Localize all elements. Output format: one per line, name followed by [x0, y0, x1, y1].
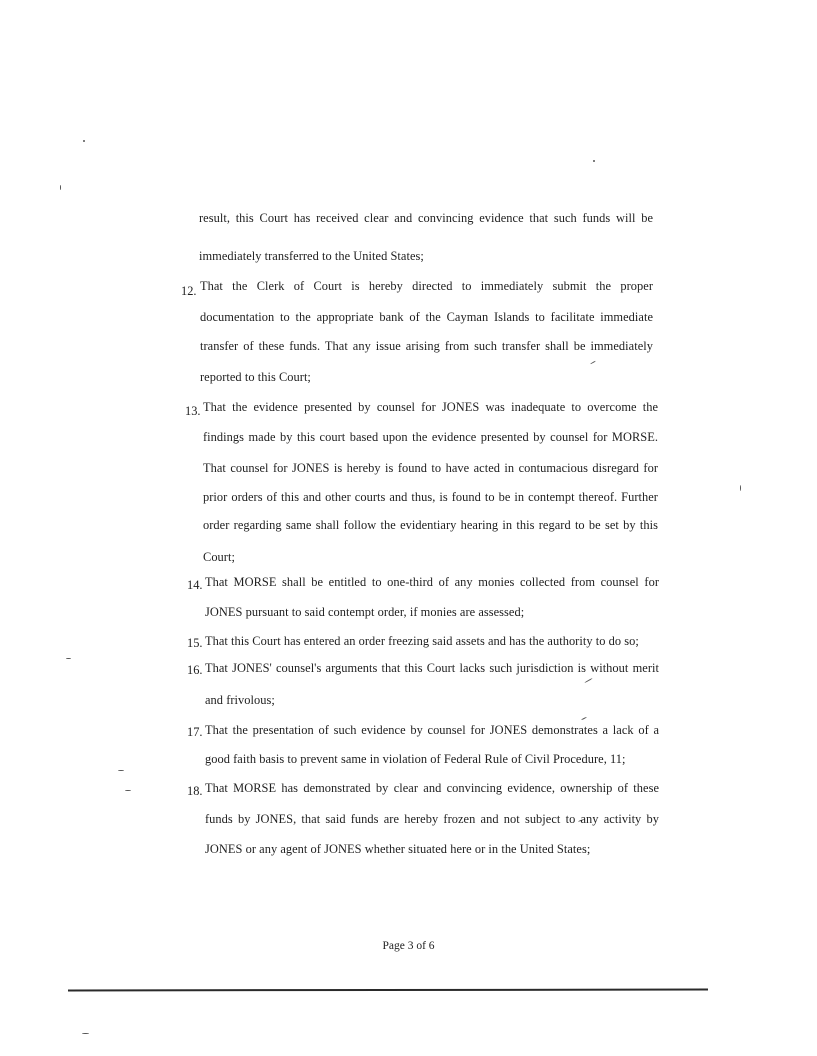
item-line: prior orders of this and other courts and thus, is found to be in contempt thereof. Further	[203, 490, 658, 504]
item-line: That this Court has entered an order freezing said assets and has the authority to do so;	[205, 634, 639, 648]
item-line: That counsel for JONES is hereby is found to have acted in contumacious disregard for	[203, 461, 658, 475]
scan-speck	[82, 1033, 89, 1034]
item-line: findings made by this court based upon the evidence presented by counsel for MORSE.	[203, 430, 658, 444]
item-line: documentation to the appropriate bank of the Cayman Islands to facilitate immediate	[200, 310, 653, 324]
item-line: That MORSE has demonstrated by clear and convincing evidence, ownership of these	[205, 781, 659, 795]
scan-speck	[584, 678, 592, 683]
footer-rule	[68, 989, 708, 992]
item-line: That JONES' counsel's arguments that this Court lacks such jurisdiction is without merit	[205, 661, 659, 675]
item-number: 15.	[187, 636, 203, 650]
item-line: funds by JONES, that said funds are hereby frozen and not subject to any activity by	[205, 812, 659, 826]
item-line: reported to this Court;	[200, 370, 311, 384]
item-number: 17.	[187, 725, 203, 739]
item-line: That MORSE shall be entitled to one-third of any monies collected from counsel for	[205, 575, 659, 589]
scan-speck	[590, 361, 596, 365]
scan-speck	[118, 770, 124, 771]
item-number: 12.	[181, 284, 197, 298]
item-number: 13.	[185, 404, 201, 418]
item-line: That the presentation of such evidence by counsel for JONES demonstrates a lack of a	[205, 723, 659, 737]
item-number: 14.	[187, 578, 203, 592]
item-line: JONES or any agent of JONES whether situated here or in the United States;	[205, 842, 591, 856]
item-number: 18.	[187, 784, 203, 798]
page-footer: Page 3 of 6	[382, 940, 435, 952]
scan-speck	[593, 160, 595, 162]
continuation-line: result, this Court has received clear and convincing evidence that such funds will be	[199, 211, 653, 225]
continuation-line: immediately transferred to the United States;	[199, 249, 424, 263]
item-line: transfer of these funds. That any issue arising from such transfer shall be immediately	[200, 339, 653, 353]
item-number: 16.	[187, 663, 203, 677]
scan-speck	[60, 185, 61, 190]
item-line: That the Clerk of Court is hereby directed to immediately submit the proper	[200, 279, 653, 293]
item-line: Court;	[203, 550, 235, 564]
scan-speck	[83, 140, 85, 142]
item-line: That the evidence presented by counsel for JONES was inadequate to overcome the	[203, 400, 658, 414]
item-line: good faith basis to prevent same in violation of Federal Rule of Civil Procedure, 11;	[205, 752, 626, 766]
item-line: order regarding same shall follow the evidentiary hearing in this regard to be set by this	[203, 518, 658, 532]
scan-speck	[740, 485, 741, 491]
scan-speck	[125, 790, 131, 791]
scan-speck	[581, 717, 587, 720]
scan-speck	[66, 658, 71, 659]
item-line: and frivolous;	[205, 693, 275, 707]
item-line: JONES pursuant to said contempt order, if monies are assessed;	[205, 605, 525, 619]
